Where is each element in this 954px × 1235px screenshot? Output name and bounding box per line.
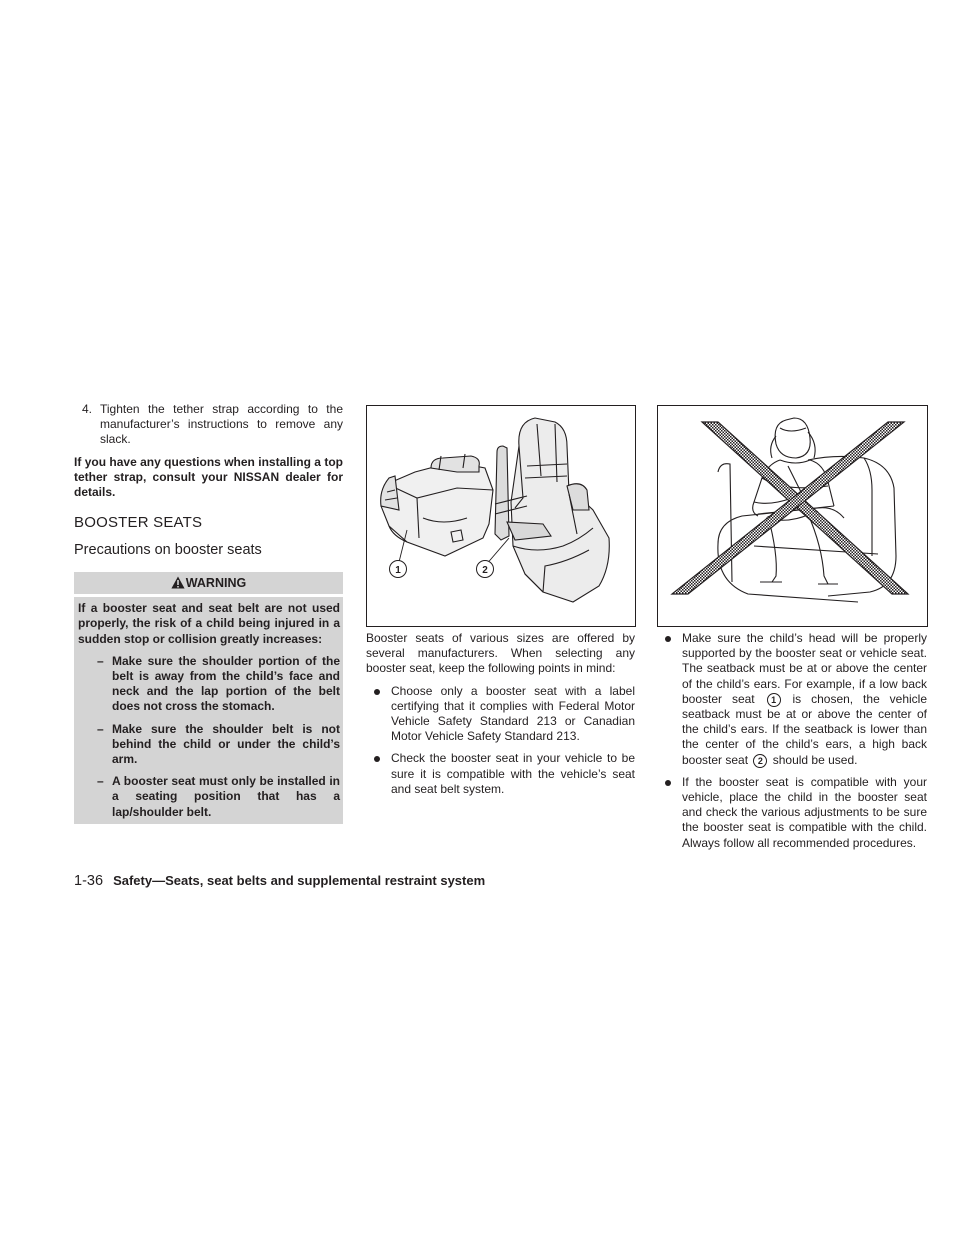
high-back-booster-icon — [495, 418, 609, 602]
callout-1-label: 1 — [395, 565, 401, 576]
bullet-item — [657, 775, 927, 851]
callout-2 — [477, 561, 494, 578]
warning-triangle-icon — [171, 576, 185, 589]
low-back-booster-icon — [381, 454, 493, 556]
bullet-item — [366, 751, 635, 797]
middle-column — [366, 631, 635, 797]
bullet-dot — [665, 780, 671, 786]
bullet-dot — [374, 689, 380, 695]
callout-1 — [390, 561, 407, 578]
warning-title: WARNING — [185, 576, 247, 591]
dash-mark: – — [97, 653, 104, 668]
warning-item — [78, 654, 340, 715]
warning-item-text: Make sure the shoulder belt is not behind the child or under the child’s arm. — [112, 721, 340, 767]
warning-item-text: Make sure the shoulder portion of the belt is away from the child’s face and neck and the lap portion of the belt does not cross the stomach. — [112, 653, 340, 714]
booster-intro: Booster seats of various sizes are offered by several manufacturers. When selecting any booster seat, keep the following points in mind: — [366, 631, 635, 676]
bullet-text: Choose only a booster seat with a label certifying that it complies with Federal Motor Vehicle Safety Standard 213 or Canadian Motor Vehicle Safety Standard 213. — [391, 683, 635, 744]
footer-title: Safety—Seats, seat belts and supplemental restraint system — [113, 873, 486, 888]
page-number: 1-36 — [74, 873, 104, 889]
left-column — [74, 402, 343, 824]
step-4 — [74, 402, 343, 448]
dealer-note: If you have any questions when installing a top tether strap, consult your NISSAN dealer for details. — [74, 454, 343, 500]
bullet-text-part: is chosen, the vehicle seatback must be at or above the center of the child’s ears. If the seatback is lower than the center of the child’s ears, a high back booster seat — [682, 691, 928, 767]
prohibited-x-icon — [672, 422, 908, 594]
right-column — [657, 631, 927, 851]
sub-heading: Precautions on booster seats — [74, 542, 262, 559]
booster-seats-illustration — [367, 406, 635, 626]
bullet-text: If the booster seat is compatible with your vehicle, place the child in the booster seat and check the various adjustments to be sure the booster seat is compatible with the child. Always follow all recommended procedures. — [682, 774, 927, 850]
callout-2-inline: 2 — [753, 754, 767, 768]
dash-mark: – — [97, 774, 104, 789]
warning-item — [78, 774, 340, 820]
bullet-text: Check the booster seat in your vehicle to be sure it is compatible with the vehicle’s seat and seat belt system. — [391, 751, 635, 796]
step-text: Tighten the tether strap according to the manufacturer’s instructions to remove any slack. — [100, 402, 343, 447]
callout-2-label: 2 — [482, 565, 488, 576]
page-footer — [74, 872, 485, 890]
booster-seats-figure — [366, 405, 636, 627]
bullet-text-part: should be used. — [772, 752, 858, 767]
bullet-item — [366, 684, 635, 745]
warning-item-text: A booster seat must only be installed in a seating position that has a lap/shoulder belt. — [112, 774, 340, 819]
incorrect-seating-figure — [657, 405, 928, 627]
incorrect-seating-illustration — [658, 406, 927, 626]
warning-item — [78, 722, 340, 768]
callout-1-inline: 1 — [767, 693, 781, 707]
bullet-item — [657, 631, 927, 768]
vehicle-seat-icon — [718, 456, 896, 602]
step-number: 4. — [82, 402, 93, 416]
warning-box — [74, 572, 343, 824]
dash-mark: – — [97, 721, 104, 736]
section-heading: BOOSTER SEATS — [74, 514, 203, 532]
bullet-dot — [374, 756, 380, 762]
warning-intro: If a booster seat and seat belt are not used properly, the risk of a child being injured in a sudden stop or collision greatly increases: — [78, 601, 340, 646]
warning-header — [74, 575, 343, 597]
bullet-text-part: Make sure the child’s head will be properly supported by the booster seat or vehicle seat. The seatback must be at or above the center of the child’s ears. For example, if a low back booster seat — [682, 631, 927, 706]
bullet-dot — [665, 636, 671, 642]
